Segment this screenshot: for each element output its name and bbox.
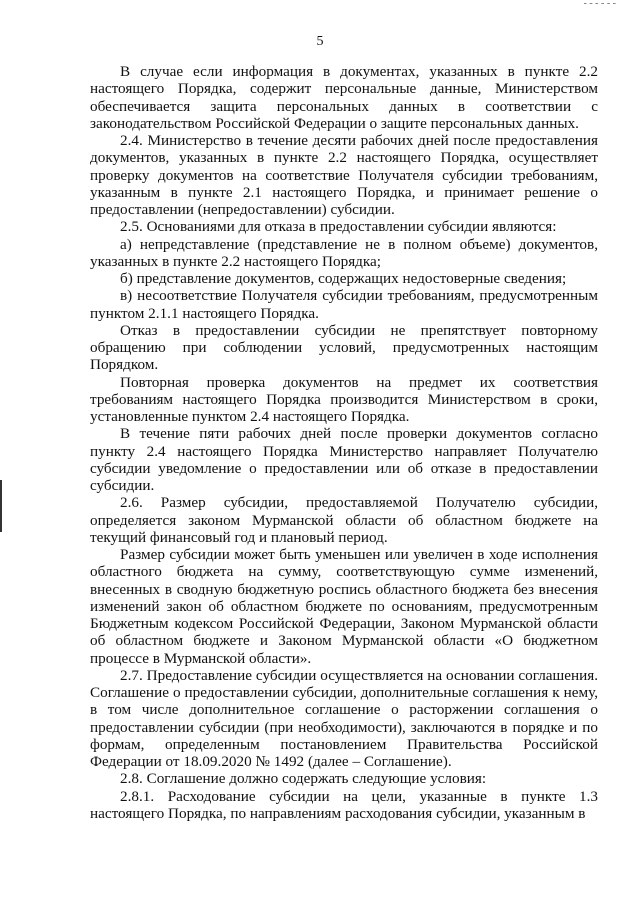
paragraph-recheck: Повторная проверка документов на предмет их соответствия требованиям настоящего Порядка производится Министерством в сроки, установленные пунктом 2.4 настоящего Порядка. [90, 373, 598, 425]
paragraph-2-8: 2.8. Соглашение должно содержать следующие условия: [120, 770, 487, 788]
paragraph-amount-change: Размер субсидии может быть уменьшен или увеличен в ходе исполнения областного бюджета на сумму, соответствующую сумме изменений, внесенных в сводную бюджетную роспись областного бюджета без внесения изменений закон об областном бюджете по основаниям, предусмотренным Бюджетным кодексом Российской Федерации, Законом Мурманской области об областном бюджете и Законом Мурманской области «О бюджетном процессе в Мурманской области». [90, 546, 598, 667]
paragraph-2-6: 2.6. Размер субсидии, предоставляемой Получателю субсидии, определяется законом Мурманской области об областном бюджете на текущий финансовый год и плановый период. [90, 494, 598, 546]
document-body [90, 63, 598, 822]
page-number: 5 [316, 34, 324, 49]
paragraph-2-5-b: б) представление документов, содержащих недостоверные сведения; [120, 270, 567, 287]
paragraph-2-5-v: в) несоответствие Получателя субсидии требованиям, предусмотренным пунктом 2.1.1 настоящего Порядка. [90, 287, 598, 322]
paragraph-personal-data: В случае если информация в документах, указанных в пункте 2.2 настоящего Порядка, содержит персональные данные, Министерством обеспечивается защита персональных данных в соответствии с законодательством Российской Федерации о защите персональных данных. [90, 63, 598, 132]
paragraph-2-8-1: 2.8.1. Расходование субсидии на цели, указанные в пункте 1.3 настоящего Порядка, по направлениям расходования субсидии, указанным в [90, 787, 598, 822]
paragraph-2-5: 2.5. Основаниями для отказа в предоставлении субсидии являются: [120, 218, 557, 236]
paragraph-refusal: Отказ в предоставлении субсидии не препятствует повторному обращению при соблюдении условий, предусмотренных настоящим Порядком. [90, 321, 598, 374]
paragraph-notification: В течение пяти рабочих дней после проверки документов согласно пункту 2.4 настоящего Порядка Министерство направляет Получателю субсидии уведомление о предоставлении или об отказе в предоставлении субсидии. [90, 425, 598, 494]
paragraph-2-7: 2.7. Предоставление субсидии осуществляется на основании соглашения. Соглашение о предоставлении субсидии, дополнительные соглашения к нему, в том числе дополнительное соглашение о расторжении соглашения о предоставлении субсидии (при необходимости), заключаются в порядке и по формам, определенным постановлением Правительства Российской Федерации от 18.09.2020 № 1492 (далее – Соглашение). [90, 666, 598, 770]
top-margin-fragment: - - - - - - [583, 0, 616, 6]
paragraph-2-4: 2.4. Министерство в течение десяти рабочих дней после предоставления документов, указанных в пункте 2.2 настоящего Порядка, осуществляет проверку документов на соответствие Получателя субсидии требованиям, указанным в пункте 2.1 настоящего Порядка, и принимает решение о предоставлении (непредоставлении) субсидии. [90, 132, 598, 218]
paragraph-2-5-a: а) непредставление (представление не в полном объеме) документов, указанных в пункте 2.2 настоящего Порядка; [90, 235, 598, 270]
scan-margin-mark [0, 480, 2, 532]
